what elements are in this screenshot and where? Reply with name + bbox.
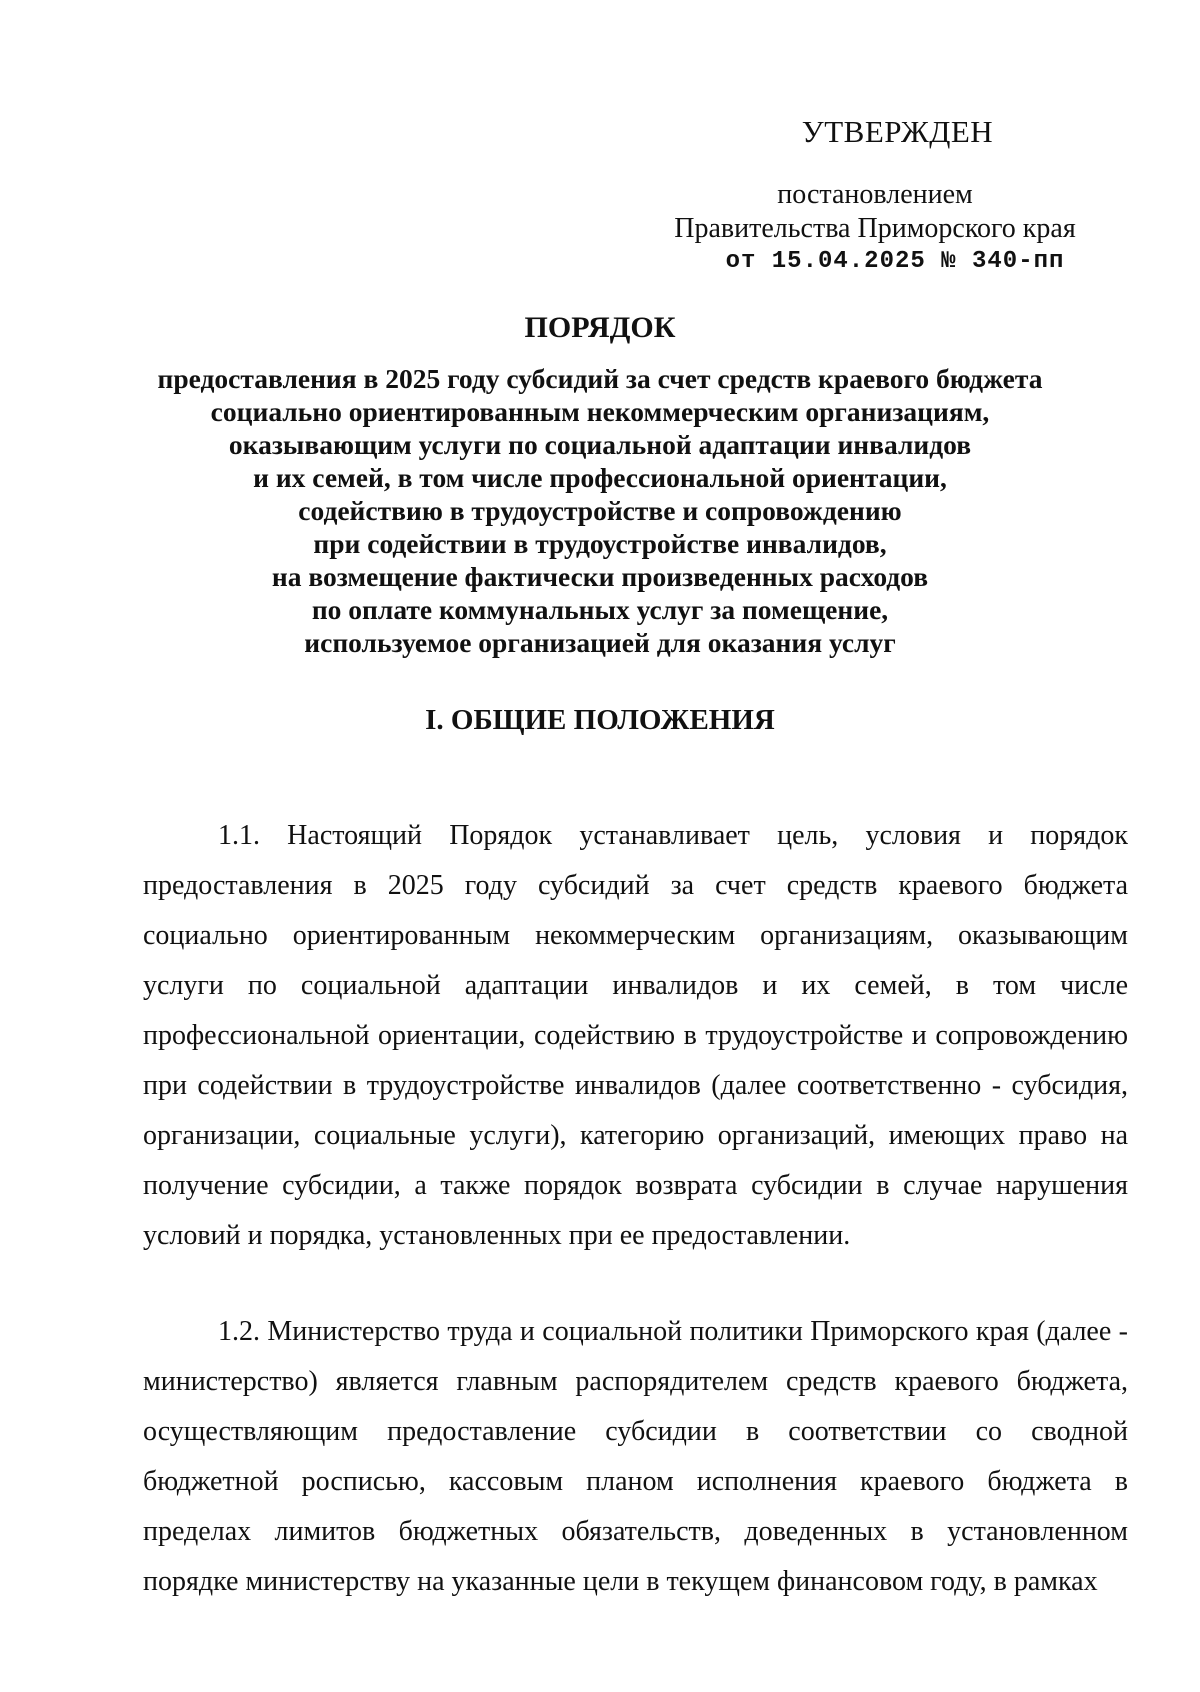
paragraph-1-2: 1.2. Министерство труда и социальной политики Приморского края (далее - министерство) является главным распорядителем средств краевого бюджета, осуществляющим предоставление субсидии в соответствии со сводной бюджетной росписью, кассовым планом исполнения краевого бюджета в пределах лимитов бюджетных обязательств, доведенных в установленном порядке министерству на указанные цели в текущем финансовом году, в рамках — [143, 1316, 1128, 1597]
approval-line-government: Правительства Приморского края — [674, 213, 1076, 244]
subject-line: на возмещение фактически произведенных расходов — [271, 561, 929, 592]
approval-line-resolution: постановлением — [777, 179, 973, 210]
document-title: ПОРЯДОК — [524, 311, 676, 344]
approval-heading: УТВЕРЖДЕН — [801, 114, 994, 149]
subject-line: социально ориентированным некоммерческим организациям, — [210, 396, 990, 427]
document-subject — [140, 362, 1060, 659]
approval-date-number-stamp: от 15.04.2025 № 340-пп — [725, 248, 1065, 275]
subject-line: предоставления в 2025 году субсидий за счет средств краевого бюджета — [157, 363, 1043, 394]
subject-line: по оплате коммунальных услуг за помещение, — [311, 594, 889, 625]
subject-line: содействию в трудоустройстве и сопровождению — [298, 495, 902, 526]
paragraph-1-1: 1.1. Настоящий Порядок устанавливает цель, условия и порядок предоставления в 2025 году субсидий за счет средств краевого бюджета социально ориентированным некоммерческим организациям, оказывающим услуги по социальной адаптации инвалидов и их семей, в том числе профессиональной ориентации, содействию в трудоустройстве и сопровождению при содействии в трудоустройстве инвалидов (далее соответственно - субсидия, организации, социальные услуги), категорию организаций, имеющих право на получение субсидии, а также порядок возврата субсидии в случае нарушения условий и порядка, установленных при ее предоставлении. — [143, 820, 1128, 1251]
subject-line: при содействии в трудоустройстве инвалидов, — [313, 528, 887, 559]
subject-line: и их семей, в том числе профессиональной ориентации, — [253, 462, 947, 493]
subject-line: используемое организацией для оказания услуг — [304, 627, 896, 658]
subject-line: оказывающим услуги по социальной адаптации инвалидов — [228, 429, 972, 460]
approval-block — [640, 112, 1110, 278]
section-heading: I. ОБЩИЕ ПОЛОЖЕНИЯ — [425, 704, 775, 736]
